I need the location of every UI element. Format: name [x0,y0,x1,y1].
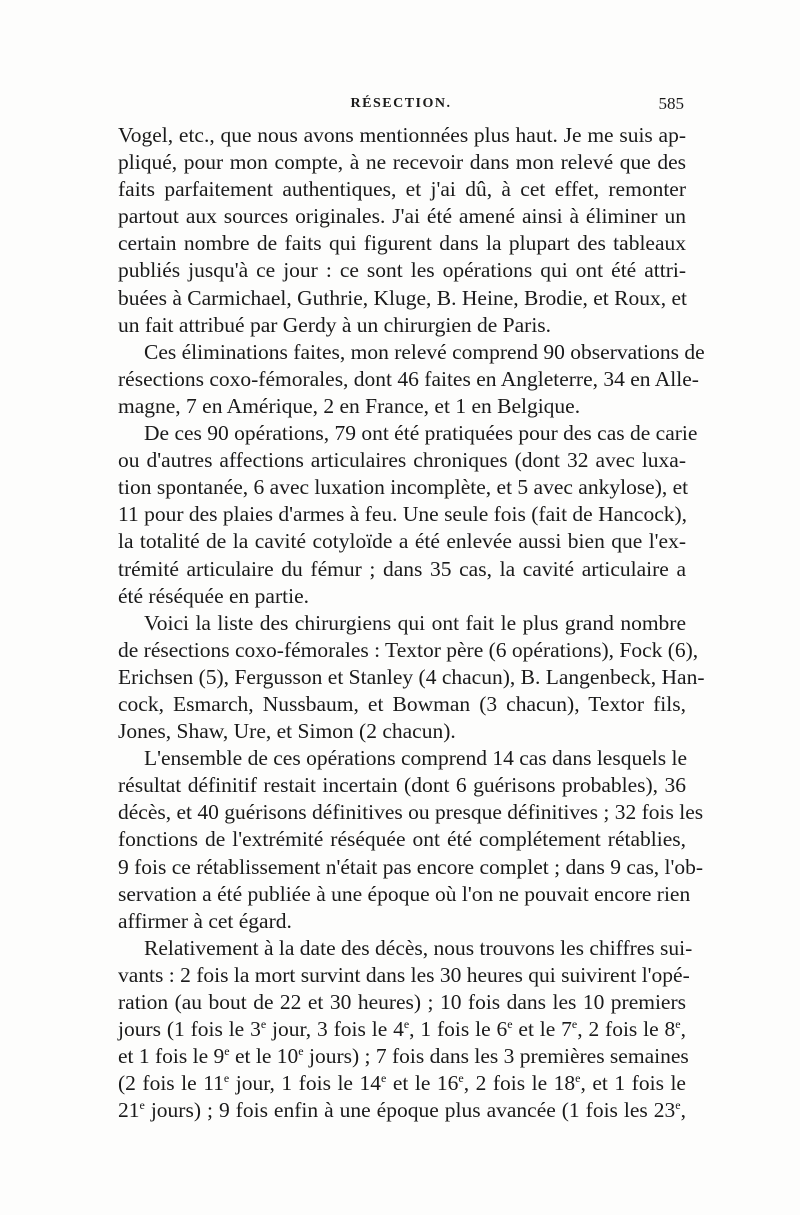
text-run: jour, 3 fois le 4 [266,1017,404,1042]
ordinal-superscript: e [675,1098,681,1113]
ordinal-superscript: e [380,1071,387,1086]
text-line: résultat définitif restait incertain (dont 6 guérisons probables), 36 [118,773,686,798]
text-line: buées à Carmichael, Guthrie, Kluge, B. Heine, Brodie, et Roux, et [118,285,687,310]
text-line: ou d'autres affections articulaires chroniques (dont 32 avec luxa- [118,448,686,473]
text-line: servation a été publiée à une époque où l'on ne pouvait encore rien [118,881,691,906]
text-line: pliqué, pour mon compte, à ne recevoir dans mon relevé que des [118,150,686,175]
text-line: été réséquée en partie. [118,583,309,608]
ordinal-superscript: e [403,1017,410,1032]
text-line: Erichsen (5), Fergusson et Stanley (4 chacun), B. Langenbeck, Han- [118,664,705,689]
ordinal-superscript: e [260,1017,267,1032]
ordinal-superscript: e [675,1017,681,1032]
ordinal-superscript: e [298,1044,304,1059]
text-line: de résections coxo-fémorales : Textor père (6 opérations), Fock (6), [118,637,699,662]
text-run: jours (1 fois le 3 [118,1017,261,1042]
body-text [118,122,705,1124]
text-line [118,1097,686,1124]
paragraph-first-line: Ces éliminations faites, mon relevé comprend 90 observations de [144,339,705,364]
text-run: et 1 fois le 9 [118,1044,225,1069]
text-run: , 2 fois le 8 [577,1017,676,1042]
text-line: partout aux sources originales. J'ai été amené ainsi à éliminer un [118,204,686,229]
text-line: vants : 2 fois la mort survint dans les 30 heures qui suivirent l'opé- [118,962,690,987]
text-line: ration (au bout de 22 et 30 heures) ; 10 fois dans les 10 premiers [118,990,686,1014]
text-run: jours) ; 7 fois dans les 3 premières semaines [303,1044,689,1069]
text-run: 21 [118,1098,140,1123]
text-line [118,1070,686,1097]
text-run: jours) ; 9 fois enfin à une époque plus avancée (1 fois les 23 [144,1098,676,1123]
paragraph-first-line: L'ensemble de ces opérations comprend 14 cas dans lesquels le [144,746,687,771]
text-line: tion spontanée, 6 avec luxation incomplète, et 5 avec ankylose), et [118,475,689,500]
text-line: fonctions de l'extrémité réséquée ont été complétement rétablies, [118,827,686,852]
text-line: publiés jusqu'à ce jour : ce sont les opérations qui ont été attri- [118,258,686,283]
paragraph-first-line: Relativement à la date des décès, nous trouvons les chiffres sui- [144,935,693,960]
text-line: 11 pour des plaies d'armes à feu. Une seule fois (fait de Hancock), [118,502,688,527]
text-line: faits parfaitement authentiques, et j'ai dû, à cet effet, remonter [118,177,686,202]
ordinal-superscript: e [139,1098,145,1113]
text-run: , 1 fois le 6 [409,1017,508,1042]
ordinal-superscript: e [575,1071,581,1086]
ordinal-superscript: e [458,1071,464,1086]
text-run: et le 10 [229,1044,299,1069]
text-line: Jones, Shaw, Ure, et Simon (2 chacun). [118,719,456,744]
ordinal-superscript: e [507,1017,513,1032]
text-line: affirmer à cet égard. [118,908,292,933]
text-line: résections coxo-fémorales, dont 46 faites en Angleterre, 34 en Alle- [118,366,699,391]
text-line: certain nombre de faits qui figurent dans la plupart des tableaux [118,231,686,256]
ordinal-superscript: e [224,1044,230,1059]
text-run: , [680,1017,686,1042]
text-line [118,1016,686,1043]
text-run: , et 1 fois le [580,1071,686,1096]
text-run: jour, 1 fois le 14 [229,1071,381,1096]
running-head [118,96,684,120]
text-line [118,1043,689,1070]
paragraph-first-line: De ces 90 opérations, 79 ont été pratiquées pour des cas de carie [144,421,698,446]
text-line: cock, Esmarch, Nussbaum, et Bowman (3 chacun), Textor fils, [118,691,686,716]
text-run: , [680,1098,686,1123]
text-line: la totalité de la cavité cotyloïde a été enlevée aussi bien que l'ex- [118,529,686,554]
ordinal-superscript: e [571,1017,578,1032]
text-line: magne, 7 en Amérique, 2 en France, et 1 en Belgique. [118,393,581,418]
ordinal-superscript: e [223,1071,230,1086]
page-number: 585 [658,94,684,113]
text-run: et le 16 [386,1071,459,1096]
text-line: Vogel, etc., que nous avons mentionnées plus haut. Je me suis ap- [118,123,686,147]
text-line: un fait attribué par Gerdy à un chirurgien de Paris. [118,312,552,337]
paragraph-first-line: Voici la liste des chirurgiens qui ont fait le plus grand nombre [144,610,686,635]
text-line: 9 fois ce rétablissement n'était pas encore complet ; dans 9 cas, l'ob- [118,854,704,879]
text-run: , 2 fois le 18 [463,1071,576,1096]
text-run: (2 fois le 11 [118,1071,224,1096]
text-line: décès, et 40 guérisons définitives ou presque définitives ; 32 fois les [118,800,704,825]
text-line: trémité articulaire du fémur ; dans 35 cas, la cavité articulaire a [118,556,686,581]
text-run: et le 7 [512,1017,572,1042]
running-title: RÉSECTION. [350,96,452,111]
